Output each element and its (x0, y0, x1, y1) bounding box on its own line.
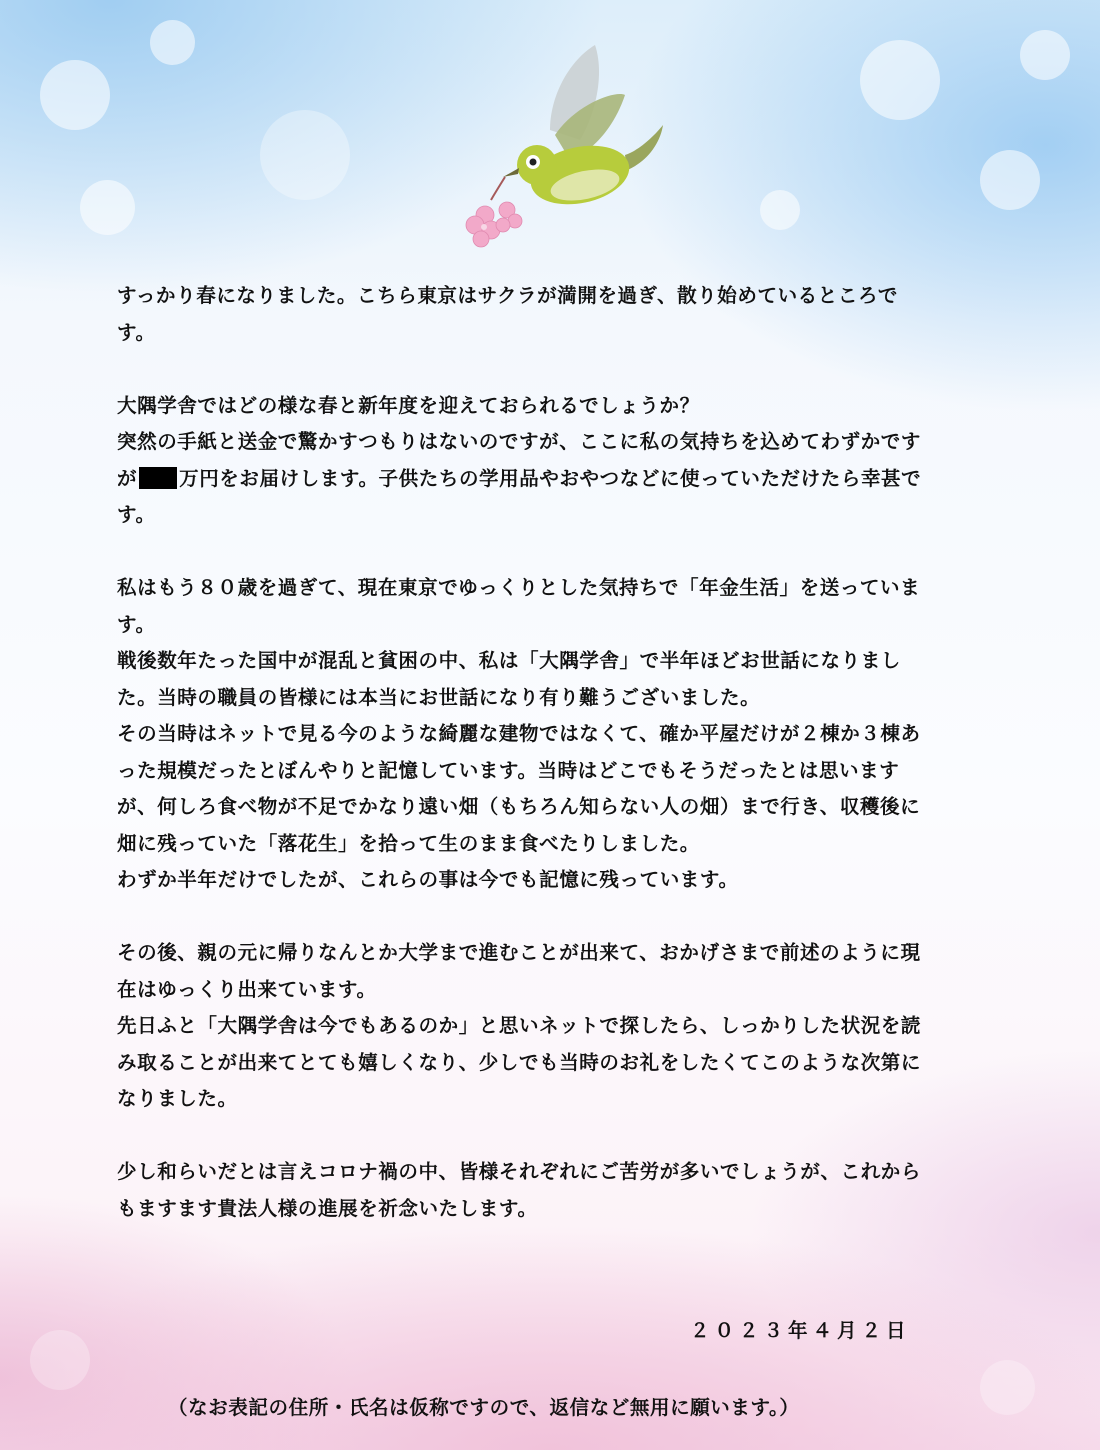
bokeh-decoration (150, 20, 195, 65)
redacted-amount (139, 467, 177, 489)
closing-note: （なお表記の住所・氏名は仮称ですので、返信など無用に願います。） (168, 1396, 800, 1419)
letter-line: 在はゆっくり出来ています。 (117, 977, 377, 1001)
letter-line: わずか半年だけでしたが、これらの事は今でも記憶に残っています。 (117, 868, 739, 891)
letter-line: み取ることが出来てとても嬉しくなり、少しでも当時のお礼をしたくてこのような次第に (117, 1050, 922, 1074)
bokeh-decoration (760, 190, 800, 230)
letter-text: 万円をお届けします。子供たちの学用品やおやつなどに使っていただけたら幸甚で (179, 466, 922, 490)
letter-line: すっかり春になりました。こちら東京はサクラが満開を過ぎ、散り始めているところで (117, 284, 898, 307)
letter-line: 大隅学舎ではどの様な春と新年度を迎えておられるでしょうか？ (117, 393, 700, 417)
bokeh-decoration (260, 110, 350, 200)
letter-line: が、何しろ食べ物が不足でかなり遠い畑（もちろん知らない人の畑）まで行き、収穫後に (117, 795, 921, 818)
letter-date: ２０２３年４月２日 (690, 1319, 911, 1342)
letter-line: 突然の手紙と送金で驚かすつもりはないのですが、ここに私の気持ちを込めてわずかです (117, 430, 922, 453)
letter-line: その当時はネットで見る今のような綺麗な建物ではなくて、確か平屋だけが２棟か３棟あ (117, 722, 921, 745)
letter-line-with-redaction (117, 461, 1037, 498)
bokeh-decoration (1020, 30, 1070, 80)
letter-line: もますます貴法人様の進展を祈念いたします。 (117, 1196, 538, 1220)
letter-line: 畑に残っていた「落花生」を拾って生のまま食べたりしました。 (117, 831, 700, 855)
white-eye-bird-with-cherry-blossom-icon (455, 35, 675, 265)
bokeh-decoration (980, 150, 1040, 210)
letter-line: す。 (117, 320, 156, 344)
letter-line: 戦後数年たった国中が混乱と貧困の中、私は「大隅学舎」で半年ほどお世話になりまし (117, 649, 901, 672)
letter-line: 少し和らいだとは言えコロナ禍の中、皆様それぞれにご苦労が多いでしょうが、これから (117, 1160, 922, 1183)
letter-line: なりました。 (117, 1087, 238, 1110)
letter-line: す。 (117, 503, 156, 526)
bokeh-decoration (40, 60, 110, 130)
letter-body (117, 278, 1037, 1227)
bokeh-decoration (80, 180, 135, 235)
letter-line: った規模だったとぼんやりと記憶しています。当時はどこでもそうだったとは思います (117, 758, 900, 782)
letter-line: 私はもう８０歳を過ぎて、現在東京でゆっくりとした気持ちで「年金生活」を送っていま (117, 576, 921, 599)
letter-text: が (117, 466, 138, 490)
letter-line: その後、親の元に帰りなんとか大学まで進むことが出来て、おかげさまで前述のように現 (117, 941, 921, 964)
bokeh-decoration (30, 1330, 90, 1390)
bokeh-decoration (860, 40, 940, 120)
letter-line: た。当時の職員の皆様には本当にお世話になり有り難うございました。 (117, 685, 761, 709)
bokeh-decoration (980, 1360, 1035, 1415)
letter-line: 先日ふと「大隅学舎は今でもあるのか」と思いネットで探したら、しっかりした状況を読 (117, 1014, 922, 1037)
letter-line: す。 (117, 612, 156, 636)
